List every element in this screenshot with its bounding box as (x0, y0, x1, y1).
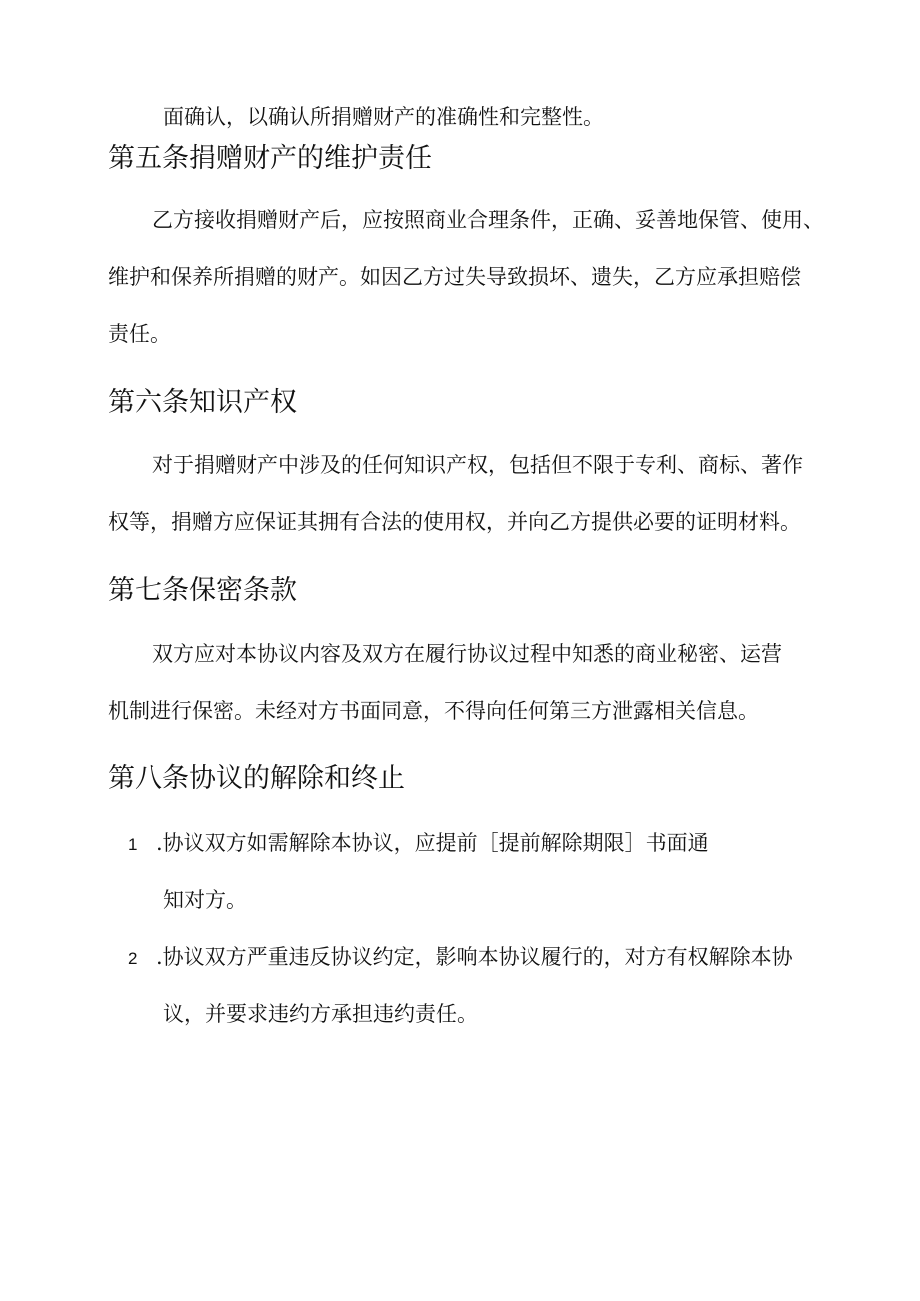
section-5-paragraph-line: 乙方接收捐赠财产后，应按照商业合理条件，正确、妥善地保管、使用、 (152, 208, 824, 232)
section-6-heading: 第六条知识产权 (108, 387, 297, 418)
section-5-paragraph-line: 维护和保养所捐赠的财产。如因乙方过失导致损坏、遗失，乙方应承担赔偿 (108, 265, 801, 289)
list-item (128, 943, 793, 973)
section-7-paragraph-line: 机制进行保密。未经对方书面同意，不得向任何第三方泄露相关信息。 (108, 699, 759, 723)
section-6-paragraph-line: 对于捐赠财产中涉及的任何知识产权，包括但不限于专利、商标、著作 (152, 453, 803, 477)
list-item-continuation: 知对方。 (163, 888, 247, 912)
section-8-heading: 第八条协议的解除和终止 (108, 763, 405, 794)
list-item-number: 2 (128, 949, 138, 968)
section-6-paragraph-line: 权等，捐赠方应保证其拥有合法的使用权，并向乙方提供必要的证明材料。 (108, 510, 801, 534)
list-item-number: 1 (128, 835, 138, 854)
section-5-paragraph-line: 责任。 (108, 322, 171, 346)
list-item-text: .协议双方严重违反协议约定，影响本协议履行的，对方有权解除本协 (156, 945, 793, 969)
list-item-text: .协议双方如需解除本协议，应提前［提前解除期限］书面通 (156, 831, 709, 855)
list-item (128, 829, 709, 859)
intro-tail-paragraph: 面确认，以确认所捐赠财产的准确性和完整性。 (163, 105, 604, 129)
list-item-continuation: 议，并要求违约方承担违约责任。 (163, 1002, 478, 1026)
section-5-heading: 第五条捐赠财产的维护责任 (108, 143, 432, 174)
section-7-paragraph-line: 双方应对本协议内容及双方在履行协议过程中知悉的商业秘密、运营 (152, 642, 782, 666)
section-7-heading: 第七条保密条款 (108, 575, 297, 606)
